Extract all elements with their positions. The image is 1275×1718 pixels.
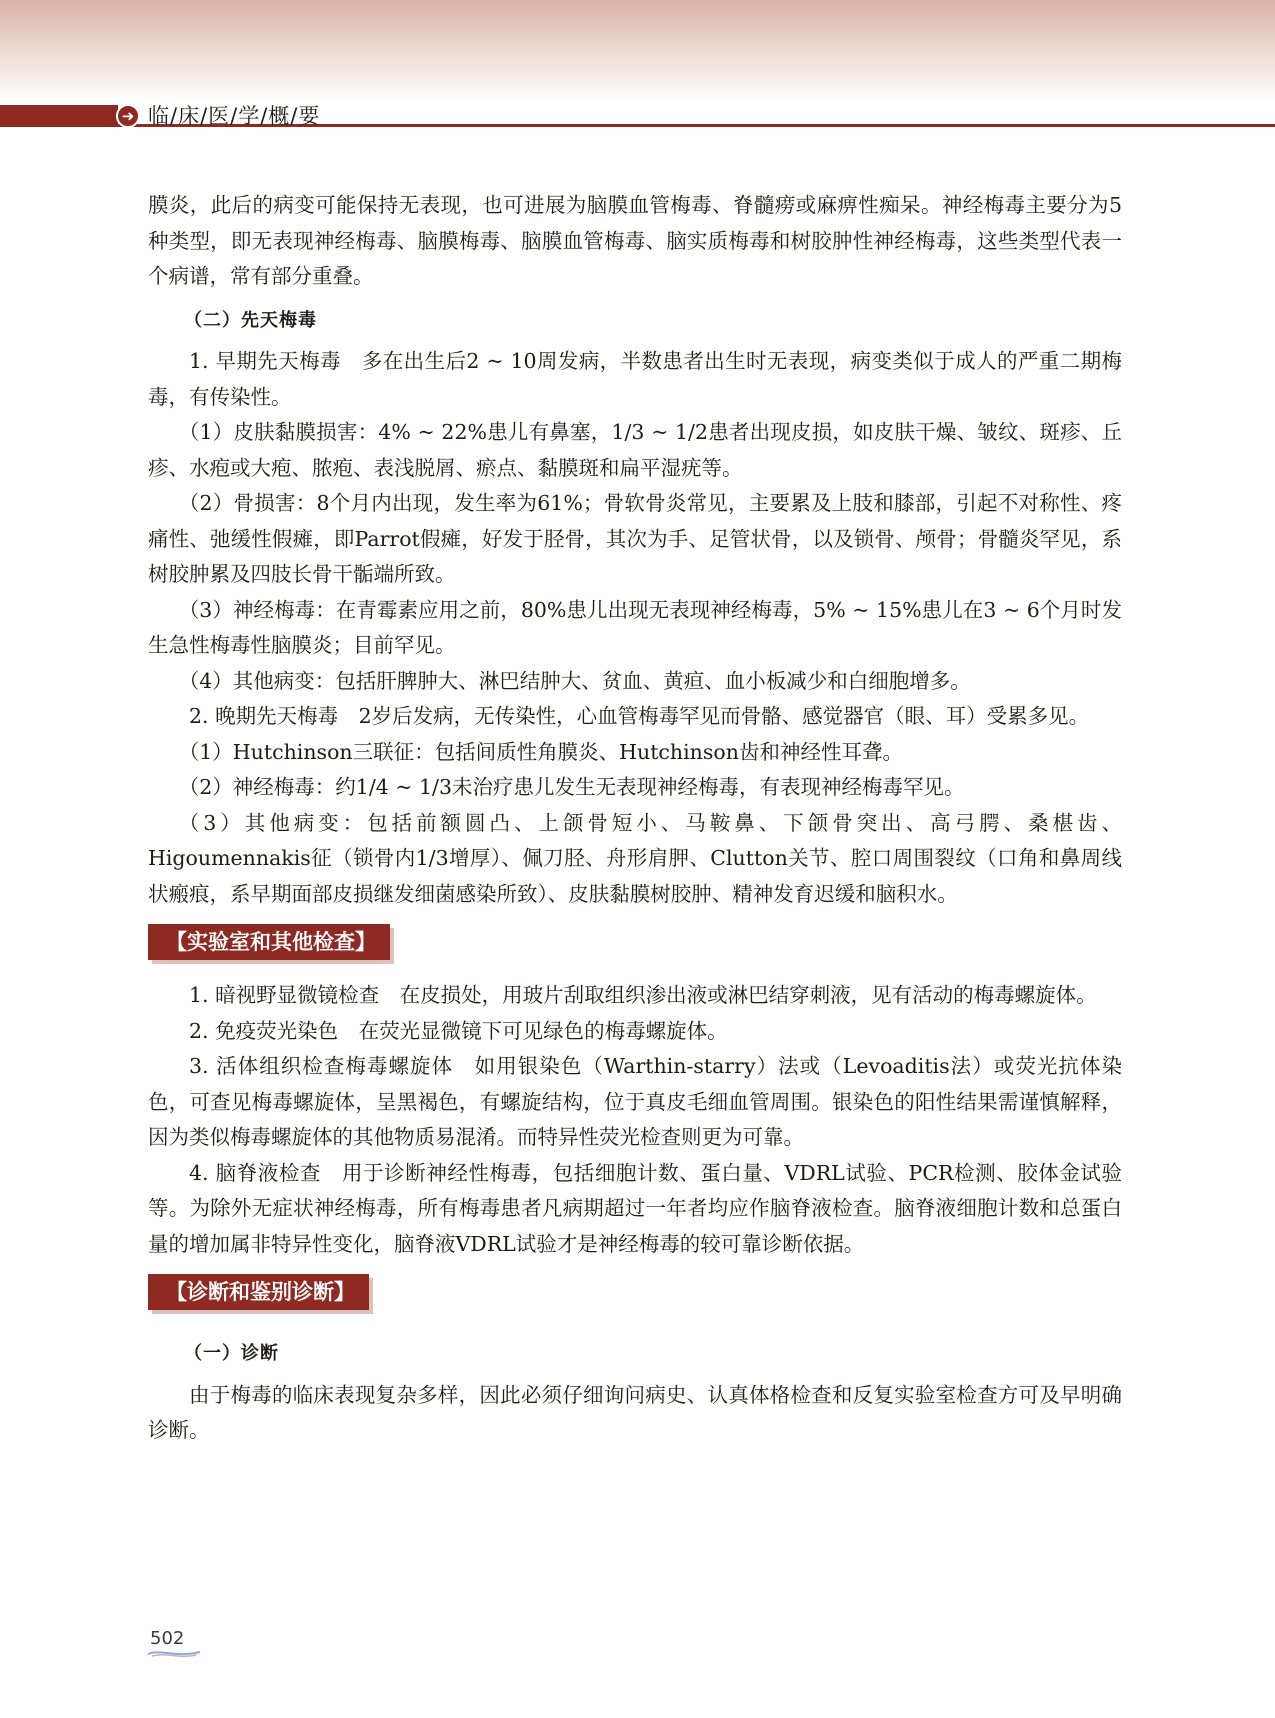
paragraph-late-congenital: 2. 晚期先天梅毒 2岁后发病，无传染性，心血管梅毒罕见而骨骼、感觉器官（眼、耳）受累多见。 [189, 704, 1090, 728]
paragraph-early-other: （4）其他病变：包括肝脾肿大、淋巴结肿大、贫血、黄疸、血小板减少和白细胞增多。 [178, 668, 971, 693]
paragraph-early-skin: （1）皮肤黏膜损害：4% ~ 22%患儿有鼻塞，1/3 ~ 1/2患者出现皮损，如皮肤干燥、皱纹、斑疹、丘疹、水疱或大疱、脓疱、表浅脱屑、瘀点、黏膜斑和扁平湿疣等。 [148, 420, 1122, 480]
paragraph-lab-darkfield: 1. 暗视野显微镜检查 在皮损处，用玻片刮取组织渗出液或淋巴结穿刺液，见有活动的梅毒螺旋体。 [189, 983, 1097, 1007]
paragraph-late-other: （3）其他病变：包括前额圆凸、上颌骨短小、马鞍鼻、下颌骨突出、高弓腭、桑椹齿、Higoumennakis征（锁骨内1/3增厚）、佩刀胫、舟形肩胛、Clutton关节、腔口周围裂纹（口角和鼻周线状瘢痕，系早期面部皮损继发细菌感染所致）、皮肤黏膜树胶肿、精神发育迟缓和脑积水。 [148, 810, 1122, 906]
section-heading-diagnosis: （一）诊断 [184, 1343, 279, 1364]
paragraph-lab-csf: 4. 脑脊液检查 用于诊断神经性梅毒，包括细胞计数、蛋白量、VDRL试验、PCR检测、胶体金试验等。为除外无症状神经梅毒，所有梅毒患者凡病期超过一年者均应作脑脊液检查。脑脊液细胞计数和总蛋白量的增加属非特异性变化，脑脊液VDRL试验才是神经梅毒的较可靠诊断依据。 [148, 1160, 1122, 1256]
paragraph-diagnosis: 由于梅毒的临床表现复杂多样，因此必须仔细询问病史、认真体格检查和反复实验室检查方可及早明确诊断。 [148, 1382, 1122, 1442]
section-banner-lab: 【实验室和其他检查】 [148, 924, 390, 960]
page-content [148, 188, 1122, 1449]
section-heading-congenital: （二）先天梅毒 [184, 309, 317, 331]
header-bar [0, 105, 118, 127]
paragraph-early-bone: （2）骨损害：8个月内出现，发生率为61%；骨软骨炎常见，主要累及上肢和膝部，引起不对称性、疼痛性、弛缓性假瘫，即Parrot假瘫，好发于胫骨，其次为手、足管状骨，以及锁骨、颅骨；骨髓炎罕见，系树胶肿累及四肢长骨干骺端所致。 [148, 491, 1122, 586]
arrow-right-icon: ➜ [116, 104, 140, 128]
section-banner-diagnosis: 【诊断和鉴别诊断】 [148, 1274, 369, 1310]
paragraph-late-hutchinson: （1）Hutchinson三联征：包括间质性角膜炎、Hutchinson齿和神经性耳聋。 [178, 739, 903, 764]
paragraph-lab-biopsy: 3. 活体组织检查梅毒螺旋体 如用银染色（Warthin-starry）法或（Levoaditis法）或荧光抗体染色，可查见梅毒螺旋体，呈黑褐色，有螺旋结构，位于真皮毛细血管周围。银染色的阳性结果需谨慎解释，因为类似梅毒螺旋体的其他物质易混淆。而特异性荧光检查则更为可靠。 [148, 1054, 1122, 1149]
page-number: 502 [150, 1628, 185, 1649]
paragraph-late-neuro: （2）神经梅毒：约1/4 ~ 1/3未治疗患儿发生无表现神经梅毒，有表现神经梅毒罕见。 [178, 775, 965, 799]
paragraph-early-neuro: （3）神经梅毒：在青霉素应用之前，80%患儿出现无表现神经梅毒，5% ~ 15%患儿在3 ~ 6个月时发生急性梅毒性脑膜炎；目前罕见。 [148, 597, 1122, 657]
book-title: 临/床/医/学/概/要 [148, 104, 321, 128]
paragraph-early-congenital: 1. 早期先天梅毒 多在出生后2 ~ 10周发病，半数患者出生时无表现，病变类似于成人的严重二期梅毒，有传染性。 [148, 349, 1122, 409]
top-gradient-band [0, 0, 1275, 100]
paragraph: 膜炎，此后的病变可能保持无表现，也可进展为脑膜血管梅毒、脊髓痨或麻痹性痴呆。神经梅毒主要分为5种类型，即无表现神经梅毒、脑膜梅毒、脑膜血管梅毒、脑实质梅毒和树胶肿性神经梅毒，这些类型代表一个病谱，常有部分重叠。 [148, 193, 1122, 288]
paragraph-lab-immuno: 2. 免疫荧光染色 在荧光显微镜下可见绿色的梅毒螺旋体。 [189, 1018, 728, 1043]
page-swirl-icon [146, 1648, 202, 1658]
